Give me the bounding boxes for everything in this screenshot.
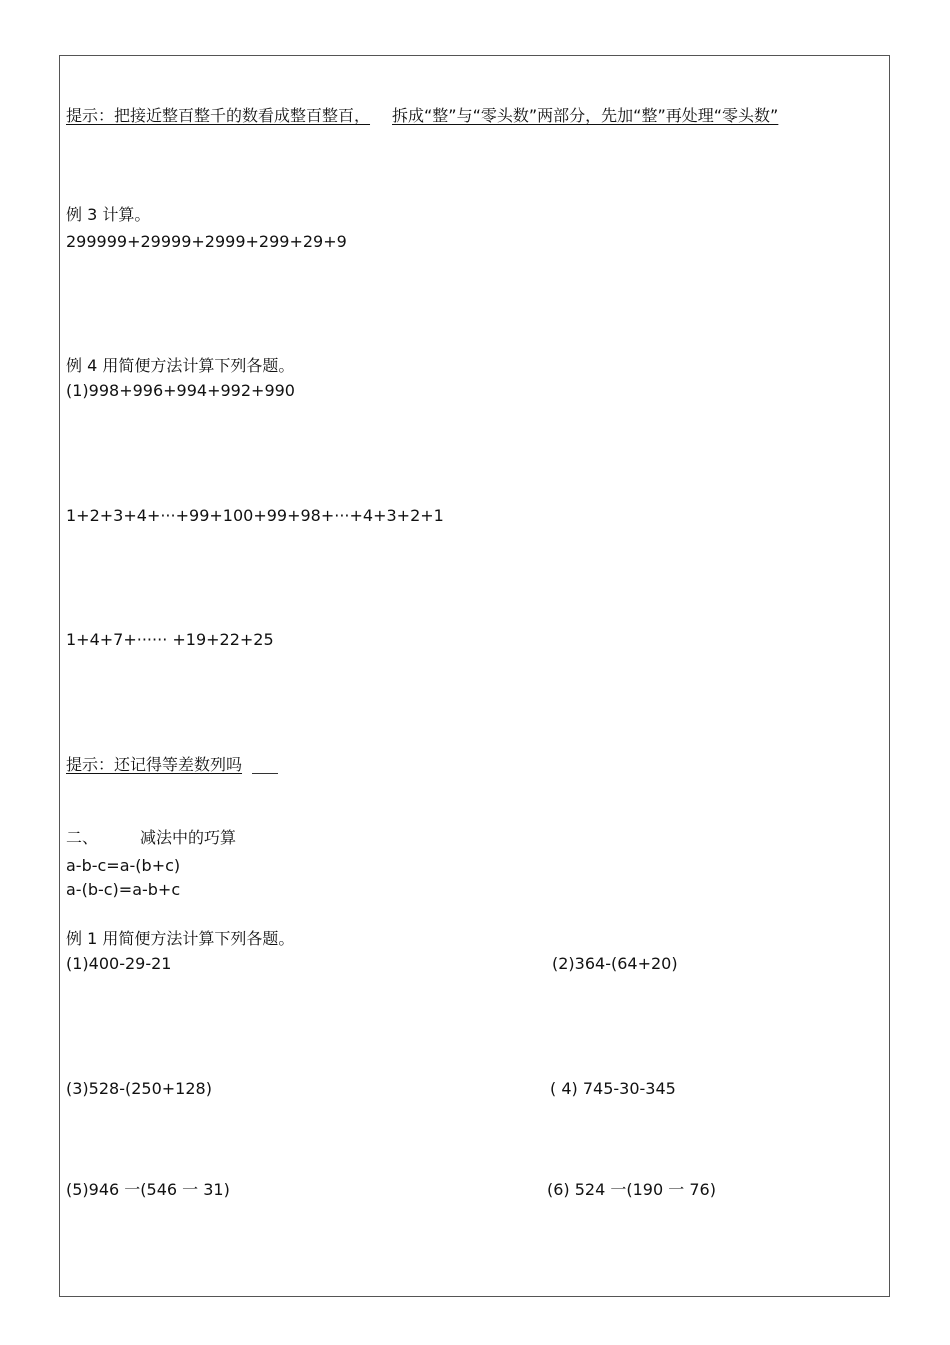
rule-2: a-(b-c)=a-b+c bbox=[66, 880, 181, 899]
hint-arithmetic-sequence: 提示：还记得等差数列吗 bbox=[66, 755, 243, 774]
hint-addition bbox=[66, 104, 884, 128]
hint-underline-tail bbox=[252, 773, 278, 774]
problem-4: ( 4) 745-30-345 bbox=[550, 1079, 676, 1098]
example3-title: 例 3 计算。 bbox=[66, 205, 151, 224]
problem-6: (6) 524 一(190 一 76) bbox=[547, 1180, 716, 1199]
section2-number: 二、 bbox=[66, 828, 99, 847]
hint-addition-part2: 拆成“整”与“零头数”两部分，先加“整”再处理“零头数” bbox=[392, 106, 779, 125]
example4-title: 例 4 用简便方法计算下列各题。 bbox=[66, 356, 295, 375]
problem-3: (3)528-(250+128) bbox=[66, 1079, 212, 1098]
example4-item-3: 1+4+7+······ +19+22+25 bbox=[66, 630, 274, 649]
problem-5: (5)946 一(546 一 31) bbox=[66, 1180, 230, 1199]
problem-2: (2)364-(64+20) bbox=[552, 954, 678, 973]
section2-title: 减法中的巧算 bbox=[140, 828, 237, 847]
hint-addition-part1: 提示：把接近整百整千的数看成整百整百， bbox=[66, 106, 371, 125]
problem-1: (1)400-29-21 bbox=[66, 954, 172, 973]
section2-heading bbox=[66, 828, 236, 848]
example4-item-2: 1+2+3+4+···+99+100+99+98+···+4+3+2+1 bbox=[66, 506, 444, 525]
example4-item-1: (1)998+996+994+992+990 bbox=[66, 381, 295, 400]
example3-expression: 299999+29999+2999+299+29+9 bbox=[66, 232, 347, 251]
rule-1: a-b-c=a-(b+c) bbox=[66, 856, 181, 875]
example1-title: 例 1 用简便方法计算下列各题。 bbox=[66, 929, 295, 948]
